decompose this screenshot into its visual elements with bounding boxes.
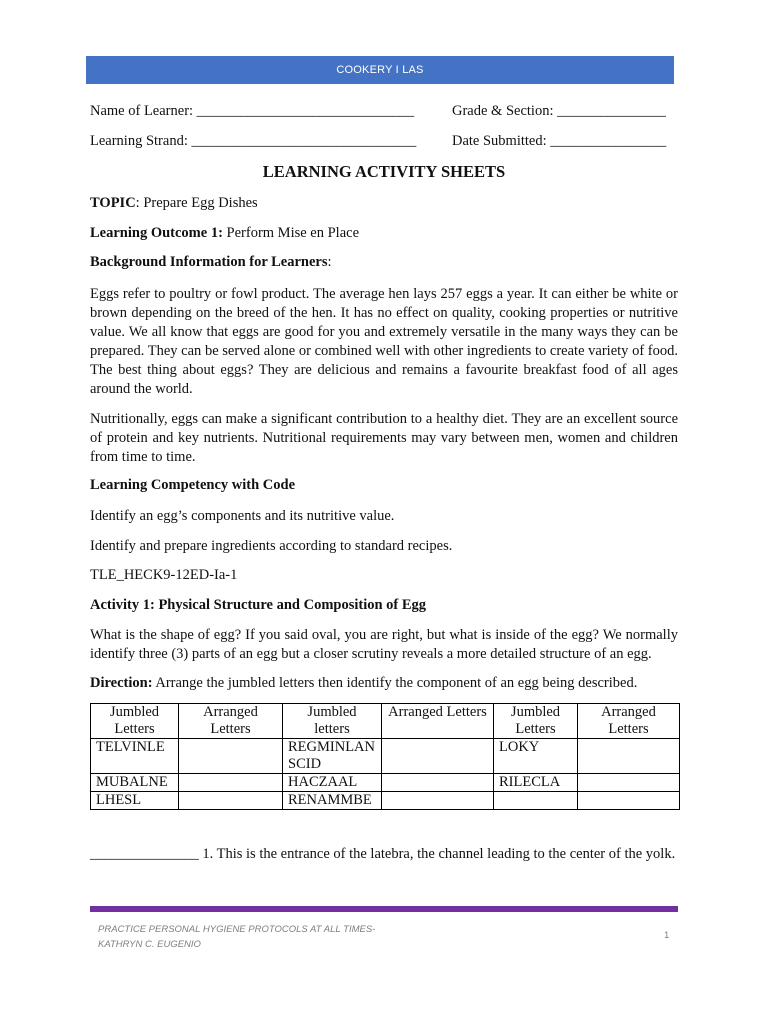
answer-cell[interactable] (382, 774, 494, 792)
topic-line (90, 195, 258, 212)
jumbled-cell: TELVINLE (91, 739, 179, 774)
competency-item-1: Identify an egg’s components and its nutritive value. (90, 508, 395, 524)
table-header-cell: Jumbled Letters (91, 704, 179, 739)
answer-cell[interactable] (179, 792, 283, 810)
table-row (91, 792, 680, 810)
jumbled-cell: MUBALNE (91, 774, 179, 792)
learning-outcome-label: Learning Outcome 1: (90, 225, 223, 241)
table-row (91, 774, 680, 792)
date-submitted-field: Date Submitted: ________________ (452, 133, 667, 149)
answer-cell[interactable] (578, 774, 680, 792)
topic-label: TOPIC (90, 195, 136, 211)
answer-cell[interactable] (382, 792, 494, 810)
jumbled-cell: HACZAAL (283, 774, 382, 792)
jumbled-cell: LOKY (494, 739, 578, 774)
jumbled-cell: REGMINLAN SCID (283, 739, 382, 774)
table-header-cell: Arranged Letters (179, 704, 283, 739)
jumbled-cell: LHESL (91, 792, 179, 810)
competency-code: TLE_HECK9-12ED-Ia-1 (90, 567, 238, 583)
learning-outcome-value: Perform Mise en Place (222, 225, 360, 241)
answer-cell[interactable] (578, 792, 680, 810)
direction-text: Arrange the jumbled letters then identify the component of an egg being described. (152, 675, 638, 691)
competency-heading-text: Learning Competency with Code (90, 477, 296, 493)
grade-section-field: Grade & Section: _______________ (452, 103, 666, 119)
background-paragraph-2: Nutritionally, eggs can make a significant contribution to a healthy diet. They are an excellent source of protein and key nutrients. Nutritional requirements may vary between men, women and children from time to time. (90, 411, 678, 465)
topic-value: : Prepare Egg Dishes (135, 195, 258, 211)
answer-cell[interactable] (179, 739, 283, 774)
background-heading-label: Background Information for Learners (90, 254, 328, 270)
answer-cell[interactable] (179, 774, 283, 792)
activity-heading (90, 597, 426, 614)
table-header-cell: Jumbled letters (283, 704, 382, 739)
footer-line-2: KATHRYN C. EUGENIO (98, 939, 201, 950)
activity-heading-text: Activity 1: Physical Structure and Composition of Egg (90, 597, 427, 613)
table-header-cell: Arranged Letters (578, 704, 680, 739)
page-title: LEARNING ACTIVITY SHEETS (262, 162, 506, 181)
table-row (91, 739, 680, 774)
background-heading (90, 254, 332, 271)
footer-rule (90, 906, 678, 912)
background-heading-colon: : (327, 254, 332, 270)
jumbled-cell (494, 792, 578, 810)
jumbled-cell: RILECLA (494, 774, 578, 792)
table-header-cell: Jumbled Letters (494, 704, 578, 739)
table-header-cell: Arranged Letters (382, 704, 494, 739)
document-header-bar: COOKERY I LAS (86, 56, 674, 84)
learning-strand-field: Learning Strand: _______________________________ (90, 133, 417, 149)
jumbled-letters-table (90, 703, 680, 810)
competency-item-2: Identify and prepare ingredients according to standard recipes. (90, 538, 453, 554)
competency-heading (90, 477, 295, 494)
background-paragraph-1: Eggs refer to poultry or fowl product. The average hen lays 257 eggs a year. It can either be white or brown depending on the breed of the hen. It has no effect on quality, cooking properties or nutritive value. We all know that eggs are good for you and extremely versatile in the many ways they can be prepared. They can be served alone or combined well with other ingredients to create variety of food. The best thing about eggs? They are delicious and remains a favourite breakfast food of all ages around the world. (90, 286, 678, 397)
footer-note (98, 922, 375, 952)
footer-line-1: PRACTICE PERSONAL HYGIENE PROTOCOLS AT ALL TIMES- (98, 924, 376, 935)
question-1: _______________ 1. This is the entrance of the latebra, the channel leading to the center of the yolk. (90, 846, 676, 862)
learner-name-field: Name of Learner: ______________________________ (90, 103, 415, 119)
jumbled-cell: RENAMMBE (283, 792, 382, 810)
answer-cell[interactable] (382, 739, 494, 774)
table-header-row (91, 704, 680, 739)
answer-cell[interactable] (578, 739, 680, 774)
page-number: 1 (664, 930, 670, 941)
direction-label: Direction: (90, 675, 153, 691)
activity-intro: What is the shape of egg? If you said oval, you are right, but what is inside of the egg? We normally identify three (3) parts of an egg but a closer scrutiny reveals a more detailed structure of an egg. (90, 627, 678, 662)
learning-outcome-line (90, 225, 359, 242)
direction-line (90, 675, 637, 692)
